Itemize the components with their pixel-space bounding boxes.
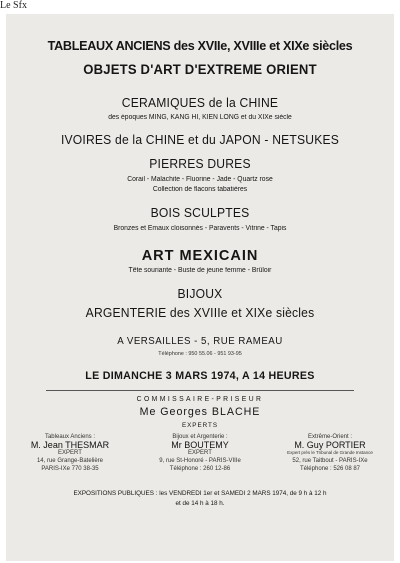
heading-bois-sculptes: BOIS SCULPTES: [150, 206, 250, 220]
exhibition-hours: et de 14 h à 18 h.: [175, 500, 225, 507]
expert-phone: Téléphone : 526 08 87: [299, 466, 361, 472]
heading-pierres-dures: PIERRES DURES: [149, 157, 251, 171]
sale-date: LE DIMANCHE 3 MARS 1974, A 14 HEURES: [85, 370, 315, 382]
title-objets-art: OBJETS D'ART D'EXTREME ORIENT: [83, 62, 317, 77]
divider: [46, 390, 354, 391]
title-tableaux: TABLEAUX ANCIENS des XVIIe, XVIIIe et XIXe siècles: [47, 38, 353, 53]
pierres-detail: Corail - Malachite - Fluorine - Jade - Quartz rose: [127, 176, 273, 183]
expert-role: Tableaux Anciens :: [44, 434, 96, 440]
commissaire-label: COMMISSAIRE-PRISEUR: [136, 396, 264, 403]
expert-address: 9, rue St-Honoré - PARIS-VIIIe: [159, 458, 241, 464]
experts-label: EXPERTS: [181, 422, 219, 429]
ceramiques-detail: des époques MING, KANG HI, KIEN LONG et du XIXe siècle: [108, 114, 292, 121]
expert-title: EXPERT: [58, 450, 82, 456]
expert-role: Bijoux et Argenterie :: [172, 434, 228, 440]
exhibition-dates: EXPOSITIONS PUBLIQUES : les VENDREDI 1er et SAMEDI 2 MARS 1974, de 9 h à 12 h: [73, 490, 327, 497]
address: A VERSAILLES - 5, RUE RAMEAU: [117, 336, 283, 347]
expert-boutemy: [140, 433, 260, 473]
expert-name: M. Guy PORTIER: [294, 440, 366, 450]
expert-city: PARIS-IXe: [41, 466, 70, 472]
expert-phone: Téléphone : 260 12-86: [169, 466, 231, 472]
expert-role: Extrême-Orient :: [307, 434, 352, 440]
heading-art-mexicain: ART MEXICAIN: [141, 247, 259, 264]
expert-title: Expert près le Tribunal de Grande Instance: [287, 450, 373, 455]
expert-phone: 770 38-35: [71, 466, 99, 472]
expert-address: 52, rue Taitbout - PARIS-IXe: [292, 458, 368, 464]
expert-address: 14, rue Grange-Batelière: [36, 458, 104, 464]
mexicain-detail: Tête souriante - Buste de jeune femme - Brûloir: [128, 267, 272, 274]
heading-argenterie: ARGENTERIE des XVIIIe et XIXe siècles: [85, 306, 315, 320]
auctioneer-name: Me Georges BLACHE: [139, 406, 261, 418]
expert-title: EXPERT: [188, 450, 212, 456]
expert-thesmar: [10, 433, 130, 473]
flacons-detail: Collection de flacons tabatières: [152, 186, 248, 193]
expert-name: Mr BOUTEMY: [171, 440, 229, 450]
heading-bijoux: BIJOUX: [177, 287, 223, 301]
expert-portier: [270, 433, 390, 473]
catalogue-cover: [6, 14, 394, 561]
seller-banner: Le Sfx: [0, 0, 27, 11]
telephone: Téléphone : 950 55.06 - 951 93-95: [158, 351, 242, 357]
heading-ivoires: IVOIRES de la CHINE et du JAPON - NETSUKES: [60, 133, 340, 147]
bronzes-detail: Bronzes et Emaux cloisonnés - Paravents - Vitrine - Tapis: [113, 225, 287, 232]
expert-name: M. Jean THESMAR: [30, 440, 110, 450]
heading-ceramiques: CERAMIQUES de la CHINE: [121, 96, 279, 110]
